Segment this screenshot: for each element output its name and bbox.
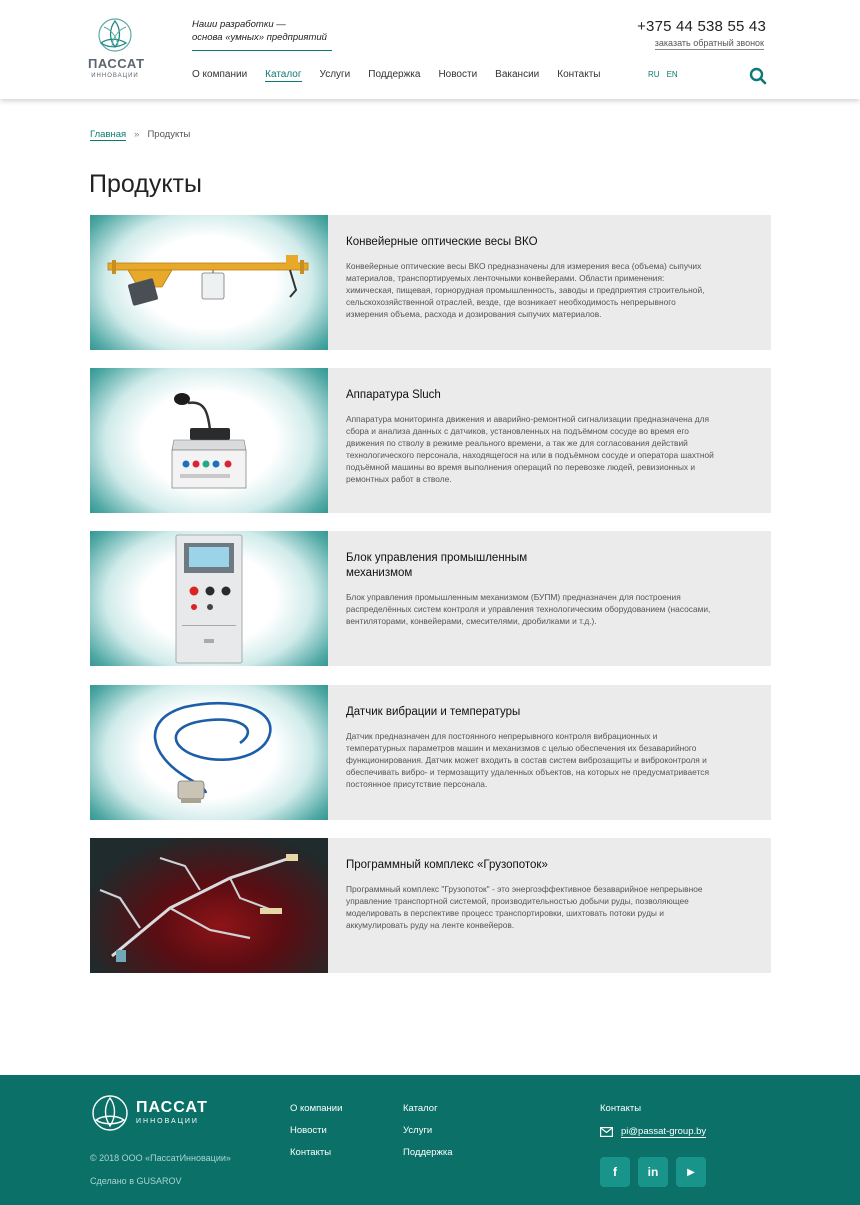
logo-emblem-icon (90, 1093, 130, 1133)
lang-ru[interactable]: RU (648, 70, 660, 79)
breadcrumb (90, 129, 190, 141)
product-description: Программный комплекс "Грузопоток" - это энергоэффективное безаварийное непрерывное управление транспортной системой, производительностью добычи руды, позволяющее моделировать в перспективе процесс транспортировки, шихтовать потоки руды и аккумулировать руду на ленте конвейеров. (346, 884, 703, 930)
facebook-icon: f (613, 1165, 617, 1179)
sluch-console-image (90, 368, 328, 513)
nav-item-about[interactable]: О компании (192, 69, 248, 80)
product-title[interactable]: Конвейерные оптические весы ВКО (346, 236, 538, 248)
page-title: Продукты (89, 170, 202, 198)
product-description: Аппаратура мониторинга движения и аварийно-ремонтной сигнализации предназначена для сбора и анализа данных с датчиков, установленных на подъёмном сосуде во время его движения по стволу в режиме реального времени, а так же для согласования действий технологического персонала, находящегося на или в подъёмном сосуде и оператора шахтной подъёмной машины во время выполнения операций по перевозке людей, ревизионных и ремонтных работ в стволе. (346, 414, 714, 484)
made-by-link[interactable]: Сделано в GUSAROV (90, 1176, 182, 1186)
product-title[interactable]: Программный комплекс «Грузопоток» (346, 859, 548, 871)
main-nav (192, 69, 600, 82)
product-body (346, 705, 714, 790)
language-switcher (648, 70, 678, 79)
nav-item-support[interactable]: Поддержка (368, 69, 421, 80)
copyright: © 2018 ООО «ПассатИнновации» (90, 1153, 231, 1163)
nav-item-vacancies[interactable]: Вакансии (495, 69, 540, 80)
breadcrumb-separator: » (134, 129, 140, 140)
conveyor-scale-image (90, 215, 328, 350)
breadcrumb-home[interactable]: Главная (90, 129, 127, 140)
nav-item-contacts[interactable]: Контакты (557, 69, 601, 80)
logo-name: ПАССАТ (88, 56, 145, 71)
footer-logo-subtitle: ИННОВАЦИИ (136, 1118, 199, 1125)
product-body (346, 858, 714, 931)
footer-link-about[interactable]: О компании (290, 1103, 343, 1114)
footer-logo[interactable] (90, 1093, 210, 1133)
callback-link[interactable]: заказать обратный звонок (654, 38, 764, 48)
product-card[interactable] (90, 838, 771, 973)
product-card[interactable] (90, 531, 771, 666)
phone-number[interactable]: +375 44 538 55 43 (637, 18, 766, 35)
footer-nav-col-2 (403, 1103, 453, 1158)
linkedin-icon: in (647, 1165, 659, 1179)
footer-email[interactable] (600, 1126, 706, 1138)
site-footer (0, 1075, 860, 1205)
logo-subtitle: ИННОВАЦИИ (91, 73, 139, 79)
footer-link-support[interactable]: Поддержка (403, 1147, 453, 1158)
tagline-line-1: Наши разработки — (192, 19, 286, 30)
footer-link-news[interactable]: Новости (290, 1125, 327, 1136)
nav-item-catalog[interactable]: Каталог (265, 69, 302, 80)
tagline (192, 18, 332, 51)
software-3d-model-image (90, 838, 328, 973)
vibration-sensor-image (90, 685, 328, 820)
logo[interactable] (88, 17, 145, 83)
control-cabinet-image (90, 531, 328, 666)
logo-emblem-icon (88, 17, 142, 55)
footer-email-address[interactable]: pi@passat-group.by (621, 1126, 707, 1137)
product-description: Блок управления промышленным механизмом (БУПМ) предназначен для построения распределённых систем контроля и управления технологическим оборудованием (насосами, вентиляторами, конвейерами, смесителями, дробилками и т.д.). (346, 592, 711, 626)
footer-link-services[interactable]: Услуги (403, 1125, 433, 1136)
footer-logo-name: ПАССАТ (136, 1099, 208, 1116)
product-card[interactable] (90, 215, 771, 350)
linkedin-button[interactable] (638, 1157, 668, 1187)
tagline-line-2: основа «умных» предприятий (192, 32, 327, 43)
nav-item-services[interactable]: Услуги (319, 69, 351, 80)
breadcrumb-current: Продукты (147, 129, 191, 140)
youtube-icon: ▶ (687, 1166, 695, 1178)
youtube-button[interactable] (676, 1157, 706, 1187)
footer-link-catalog[interactable]: Каталог (403, 1103, 438, 1114)
facebook-button[interactable] (600, 1157, 630, 1187)
product-card[interactable] (90, 685, 771, 820)
product-body (346, 235, 714, 320)
footer-nav-col-1 (290, 1103, 342, 1158)
product-title[interactable]: Аппаратура Sluch (346, 389, 441, 401)
product-card[interactable] (90, 368, 771, 513)
product-title[interactable]: Датчик вибрации и температуры (346, 706, 521, 718)
site-header (0, 0, 860, 99)
product-description: Датчик предназначен для постоянного непрерывного контроля вибрационных и температурных параметров машин и механизмов с целью обеспечения их безаварийного функционирования. Датчик может входить в состав систем виброзащиты и виброконтроля и обеспечивать вибро- и термозащиту удаленных объектов, на которых не предусматривается постоянное присутствие персонала. (346, 731, 710, 789)
product-title[interactable]: Блок управления промышленным механизмом (346, 552, 528, 579)
product-body (346, 388, 714, 485)
footer-contacts-title: Контакты (600, 1103, 642, 1114)
footer-link-contacts[interactable]: Контакты (290, 1147, 332, 1158)
product-body (346, 551, 714, 627)
search-icon (749, 67, 767, 85)
product-description: Конвейерные оптические весы ВКО предназначены для измерения веса (объема) сыпучих материалов, транспортируемых ленточными конвейерами. Области применения: химическая, пищевая, горнорудная промышленность, заводы и предприятия строительной, сельскохозяйственной отраслей, везде, где возникает необходимость непрерывного измерения объема, расхода и дозирования сыпучих материалов. (346, 261, 705, 319)
social-links (600, 1157, 706, 1187)
lang-en[interactable]: EN (666, 70, 678, 79)
envelope-icon (600, 1127, 613, 1137)
nav-item-news[interactable]: Новости (438, 69, 478, 80)
search-button[interactable] (749, 67, 767, 85)
